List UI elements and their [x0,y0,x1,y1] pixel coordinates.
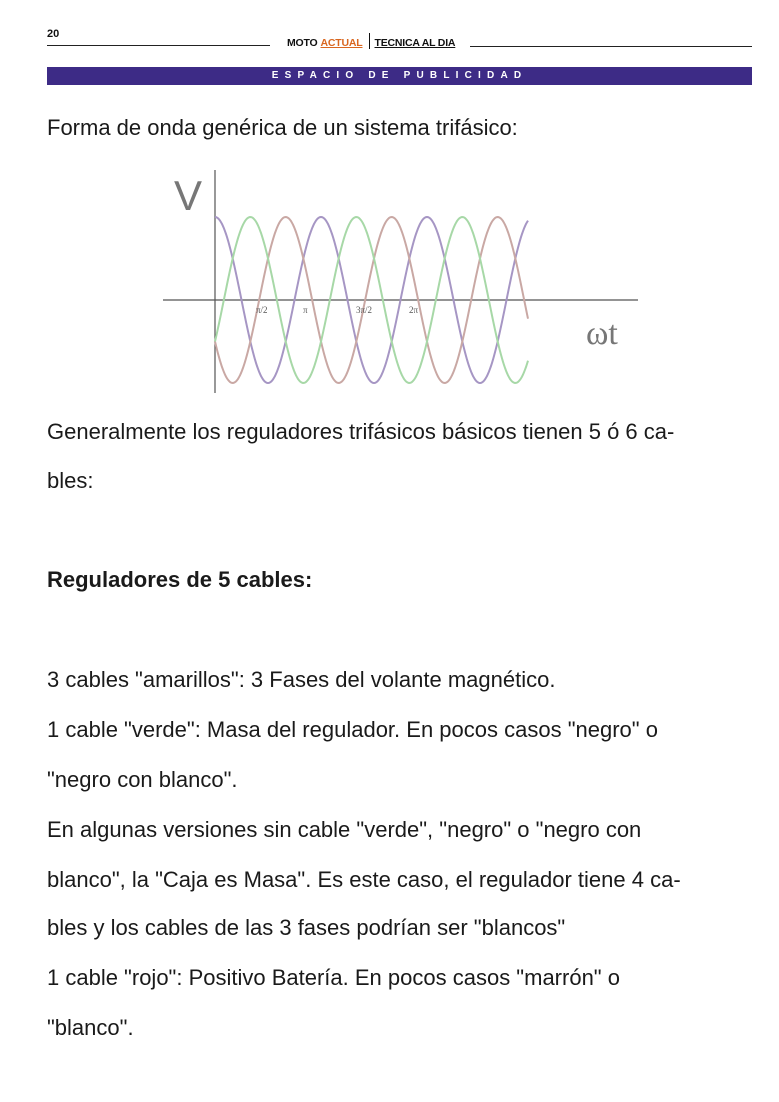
ad-band: ESPACIO DE PUBLICIDAD [47,67,752,85]
paragraph-1-line-2: bles: [47,468,94,493]
item-yellow-cables: 3 cables "amarillos": 3 Fases del volante magnético. [47,667,556,692]
variant-note-line-3: bles y los cables de las 3 fases podrían ser "blancos" [47,915,566,940]
intro-text: Forma de onda genérica de un sistema trifásico: [47,115,518,140]
paragraph-1-line-1: Generalmente los reguladores trifásicos básicos tienen 5 ó 6 ca- [47,419,675,444]
masthead-section: TECNICA AL DIA [374,37,456,49]
masthead-brand: MOTO [287,37,318,49]
header-rule-left [47,45,270,46]
page-number: 20 [47,28,60,40]
tick-label-three-pi-half: 3π/2 [356,305,373,315]
variant-note-line-2: blanco", la "Caja es Masa". Es este caso, el regulador tiene 4 ca- [47,867,681,892]
tick-label-two-pi: 2π [409,305,419,315]
variant-note-line-1: En algunas versiones sin cable "verde", "negro" o "negro con [47,817,642,842]
tick-label-pi-half: π/2 [256,305,268,315]
three-phase-waveform [160,168,645,398]
item-green-cable-line-1: 1 cable "verde": Masa del regulador. En pocos casos "negro" o [47,717,658,742]
masthead-separator [369,33,370,49]
header-rule-right [470,46,752,47]
item-green-cable-line-2: "negro con blanco". [47,767,238,792]
y-axis-label: V [174,172,203,219]
tick-label-pi: π [303,305,308,315]
item-red-cable-line-2: "blanco". [47,1015,134,1040]
x-axis-label: ωt [586,315,618,352]
masthead [287,33,455,49]
section-heading: Reguladores de 5 cables: [47,567,313,592]
item-red-cable-line-1: 1 cable "rojo": Positivo Batería. En pocos casos "marrón" o [47,965,620,990]
masthead-brand-accent: ACTUAL [320,37,363,49]
